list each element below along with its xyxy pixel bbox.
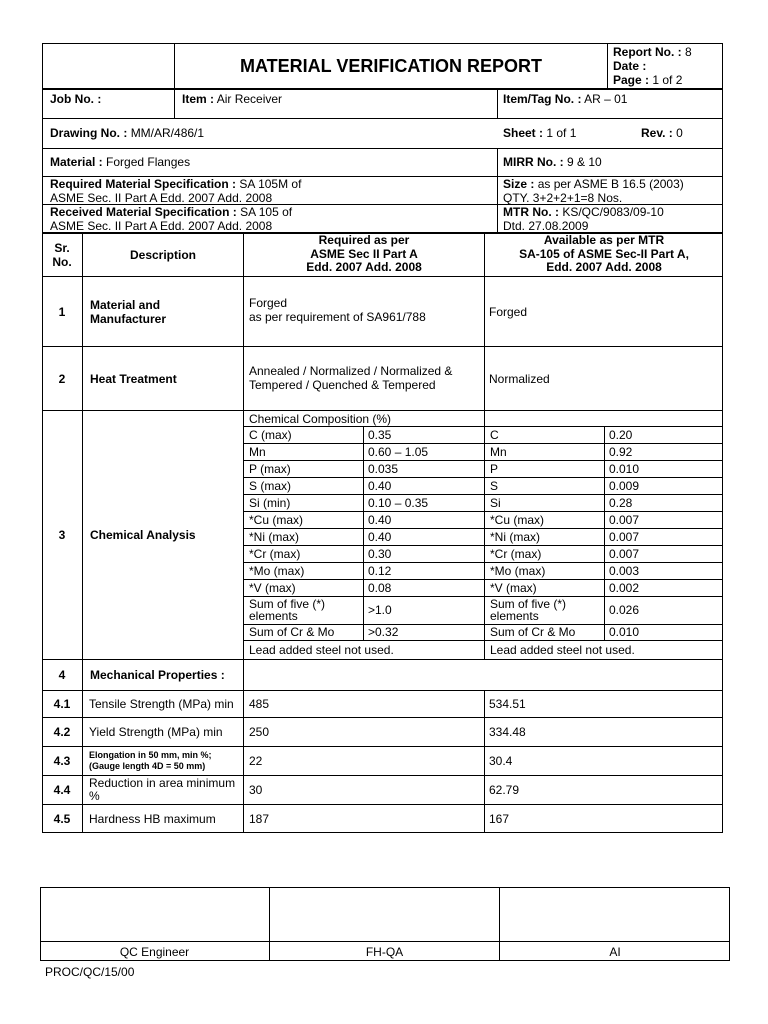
chem-avail-value: 0.28 (609, 495, 633, 510)
chem-avail-value: 0.009 (609, 478, 640, 493)
rev-value: 0 (676, 126, 683, 140)
mech-avail: 534.51 (489, 696, 526, 711)
report-date (609, 59, 723, 73)
mtr-value2: Dtd. 27.08.2009 (503, 219, 589, 233)
page-label: Page : (613, 73, 650, 87)
chem-req-value: 0.30 (368, 546, 392, 561)
report-title: MATERIAL VERIFICATION REPORT (239, 55, 542, 76)
chem-avail-element: C (490, 427, 499, 442)
item-value: Air Receiver (216, 92, 283, 106)
mech-req: 485 (249, 696, 270, 711)
chem-avail-value: 0.010 (609, 461, 640, 476)
th-avail-line2: SA-105 of ASME Sec-II Part A, (519, 246, 689, 261)
chem-avail-value: 0.007 (609, 512, 640, 527)
chem-avail-value: 0.007 (609, 529, 640, 544)
chem-lead-avail: Lead added steel not used. (490, 642, 635, 657)
drawing-label: Drawing No. : (50, 126, 128, 140)
row2-req-line2: Tempered / Quenched & Tempered (249, 378, 436, 392)
mech-desc: Yield Strength (MPa) min (89, 724, 223, 739)
item-label: Item : (182, 92, 215, 106)
material-label: Material : (50, 155, 103, 169)
material (46, 155, 486, 169)
chem-avail-value: 0.007 (609, 546, 640, 561)
mech-desc: Tensile Strength (MPa) min (89, 696, 234, 711)
mech-sr: 4.3 (53, 753, 71, 768)
mech-req: 22 (249, 753, 263, 768)
report-no-value: 8 (685, 45, 692, 59)
mech-sr: 4.1 (53, 696, 71, 711)
mech-avail: 167 (489, 811, 510, 826)
mtr-label: MTR No. : (503, 205, 559, 219)
tag-value: AR – 01 (584, 92, 628, 106)
row3-sr: 3 (58, 528, 66, 542)
rec-spec-value1: SA 105 of (240, 205, 293, 219)
report-page (609, 73, 723, 87)
chem-avail-element: *Ni (max) (490, 529, 540, 544)
report-no-label: Report No. : (613, 45, 682, 59)
row2-req-line1: Annealed / Normalized / Normalized & (249, 364, 453, 378)
info-divider (174, 89, 175, 118)
chem-avail-value: 0.026 (609, 603, 640, 617)
received-spec (46, 205, 496, 233)
mtr (499, 205, 721, 233)
mech-avail: 30.4 (489, 753, 513, 768)
th-req-line1: Required as per (318, 233, 410, 247)
chem-avail-element: S (490, 478, 499, 493)
chem-req-element: P (max) (249, 461, 291, 476)
rec-spec-value2: ASME Sec. II Part A Edd. 2007 Add. 2008 (50, 219, 273, 233)
info-line (42, 148, 723, 149)
job-no (46, 92, 174, 106)
chem-avail-element: P (490, 461, 499, 476)
row4-desc: Mechanical Properties : (90, 668, 225, 682)
row1-avail: Forged (489, 304, 528, 319)
row1-desc-text: Material and Manufacturer (90, 297, 167, 326)
req-spec-label: Required Material Specification : (50, 177, 237, 191)
mech-req: 187 (249, 811, 270, 826)
mech-req: 30 (249, 782, 263, 797)
chem-req-element: *Cr (max) (249, 546, 301, 561)
mirr-label: MIRR No. : (503, 155, 564, 169)
rev-label: Rev. : (641, 126, 673, 140)
chem-avail-element: Sum of Cr & Mo (490, 625, 576, 639)
tag-label: Item/Tag No. : (503, 92, 582, 106)
chem-heading: Chemical Composition (%) (249, 411, 392, 426)
chem-avail-element: *Mo (max) (490, 563, 546, 578)
sheet-label: Sheet : (503, 126, 544, 140)
chem-req-element: *Mo (max) (249, 563, 305, 578)
info-divider (497, 89, 498, 118)
chem-avail-value: 0.002 (609, 580, 640, 595)
chem-req-element: Mn (249, 444, 266, 459)
mtr-value1: KS/QC/9083/09-10 (562, 205, 664, 219)
size (499, 177, 721, 205)
chem-col-divider (363, 426, 364, 640)
ai-label: AI (609, 944, 621, 959)
th-desc: Description (129, 247, 196, 262)
chem-req-value: 0.60 – 1.05 (368, 444, 429, 459)
chem-avail-value: 0.92 (609, 444, 633, 459)
chem-avail-value: 0.20 (609, 427, 633, 442)
row1-req-line2: as per requirement of SA961/788 (249, 310, 426, 324)
chem-avail-element: *Cu (max) (490, 512, 545, 527)
chem-col-divider (604, 426, 605, 640)
chem-req-element: S (max) (249, 478, 291, 493)
row1-desc (83, 277, 243, 346)
chem-avail-element: Si (490, 495, 501, 510)
chem-req-element: *V (max) (249, 580, 296, 595)
mech-avail: 334.48 (489, 724, 526, 739)
page-value: 1 of 2 (652, 73, 683, 87)
row4-sr: 4 (58, 668, 66, 682)
chem-req-element: Sum of Cr & Mo (249, 625, 335, 639)
item (178, 92, 496, 106)
chem-req-value: 0.40 (368, 529, 392, 544)
qc-engineer-label: QC Engineer (119, 944, 190, 959)
chem-req-value: 0.08 (368, 580, 392, 595)
row1-req-line1: Forged (249, 296, 288, 310)
col-divider-desc (243, 233, 244, 833)
th-required (244, 234, 484, 275)
report-no (609, 45, 723, 59)
mech-sr: 4.4 (53, 782, 71, 797)
fh-qa-label: FH-QA (365, 944, 404, 959)
row1-sr: 1 (58, 304, 66, 319)
item-tag (499, 92, 721, 106)
info-line (42, 118, 723, 119)
chem-req-value: >1.0 (368, 603, 392, 617)
drawing-value: MM/AR/486/1 (130, 126, 205, 140)
job-label: Job No. : (50, 92, 102, 106)
th-req-line2: ASME Sec II Part A (310, 246, 418, 261)
chem-req-value: 0.35 (368, 427, 392, 442)
th-sr (42, 233, 82, 276)
chem-avail-value: 0.010 (609, 625, 640, 639)
size-value1: as per ASME B 16.5 (2003) (537, 177, 684, 191)
footer-code: PROC/QC/15/00 (45, 965, 135, 979)
chem-req-element: C (max) (249, 427, 292, 442)
row1-req (249, 296, 481, 324)
row3-desc: Chemical Analysis (90, 528, 196, 542)
material-value: Forged Flanges (106, 155, 191, 169)
chem-req-value: 0.40 (368, 478, 392, 493)
mech-desc: Elongation in 50 mm, min %; (Gauge length 4D = 50 mm) (89, 750, 212, 771)
mech-sr: 4.5 (53, 811, 71, 826)
mech-desc: Hardness HB maximum (89, 811, 216, 826)
rec-spec-label: Received Material Specification : (50, 205, 237, 219)
chem-avail-value: 0.003 (609, 563, 640, 578)
chem-req-value: 0.40 (368, 512, 392, 527)
chem-avail-element: Mn (490, 444, 507, 459)
mech-desc: Reduction in area minimum % (89, 776, 236, 803)
row2-sr: 2 (58, 371, 66, 386)
size-label: Size : (503, 177, 535, 191)
chem-avail-element: *Cr (max) (490, 546, 542, 561)
th-avail-line1: Available as per MTR (543, 233, 665, 247)
col-divider-req (484, 690, 485, 833)
chem-req-element: Sum of five (*) elements (249, 597, 326, 623)
th-req-line3: Edd. 2007 Add. 2008 (306, 260, 422, 274)
th-avail-line3: Edd. 2007 Add. 2008 (546, 260, 662, 274)
chem-req-value: >0.32 (368, 625, 399, 639)
th-sr-text: Sr. No. (52, 240, 72, 269)
size-value2: QTY. 3+2+2+1=8 Nos. (503, 191, 623, 205)
chem-avail-element: *V (max) (490, 580, 537, 595)
chem-req-element: *Ni (max) (249, 529, 299, 544)
row2-req (249, 364, 481, 392)
chem-req-value: 0.12 (368, 563, 392, 578)
req-spec-value2: ASME Sec. II Part A Edd. 2007 Add. 2008 (50, 191, 273, 205)
chem-req-element: Si (min) (249, 495, 291, 510)
date-label: Date : (613, 59, 647, 73)
sheet (499, 126, 629, 140)
row2-desc: Heat Treatment (90, 371, 177, 386)
row2-avail: Normalized (489, 371, 550, 386)
th-available (485, 234, 723, 275)
header-report-divider (607, 43, 608, 89)
req-spec-value1: SA 105M of (239, 177, 302, 191)
chem-req-value: 0.035 (368, 461, 399, 476)
mech-req: 250 (249, 724, 270, 739)
info-divider (497, 148, 498, 233)
drawing-no (46, 126, 486, 140)
chem-avail-element: Sum of five (*) elements (490, 597, 567, 623)
rev (637, 126, 721, 140)
required-spec (46, 177, 496, 205)
chem-req-value: 0.10 – 0.35 (368, 495, 429, 510)
chem-lead-req: Lead added steel not used. (249, 642, 394, 657)
chem-req-element: *Cu (max) (249, 512, 304, 527)
sheet-value: 1 of 1 (546, 126, 577, 140)
mirr (499, 155, 721, 169)
mech-avail: 62.79 (489, 782, 520, 797)
mirr-value: 9 & 10 (567, 155, 602, 169)
mech-sr: 4.2 (53, 724, 71, 739)
